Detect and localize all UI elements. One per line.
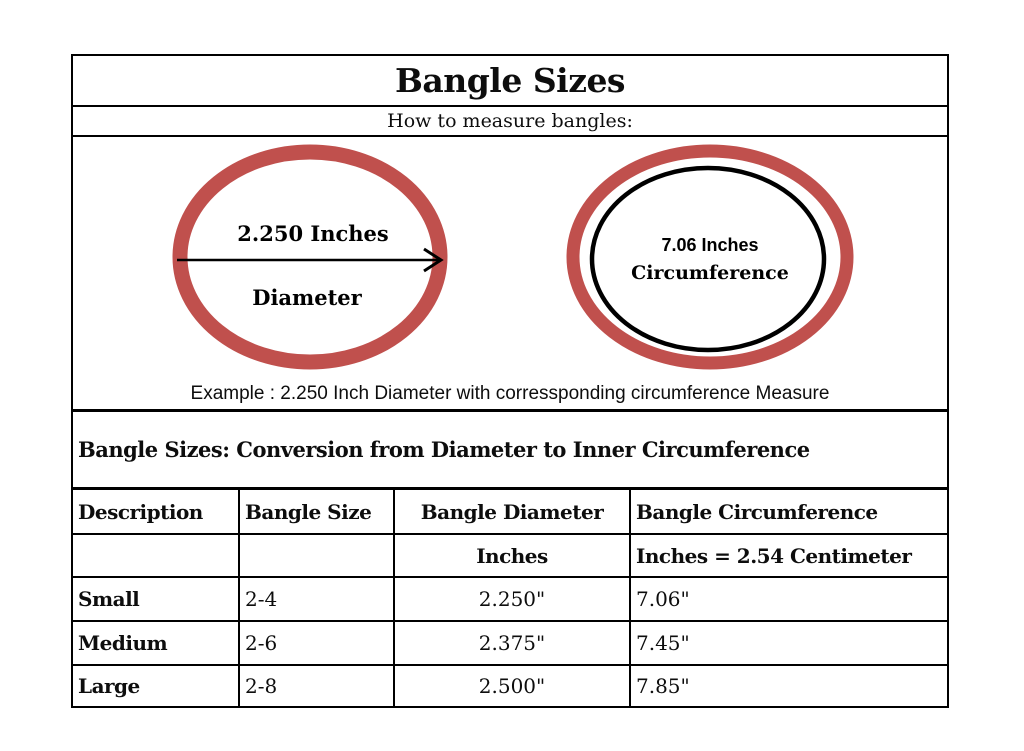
header-cell-description: Description [73, 490, 240, 533]
cell-diameter: 2.500" [395, 666, 631, 706]
table-row-small [73, 578, 947, 622]
cell-description: Small [73, 578, 240, 620]
example-caption: Example : 2.250 Inch Diameter with corressponding circumference Measure [190, 383, 830, 404]
right-bangle-diagram [573, 151, 847, 363]
diameter-caption-label: Diameter [252, 285, 362, 310]
section-heading: Bangle Sizes: Conversion from Diameter to Inner Circumference [73, 412, 947, 490]
circumference-value-label: 7.06 Inches [661, 235, 759, 255]
subheader-cell-diameter: Inches [395, 535, 631, 576]
cell-size: 2-4 [240, 578, 395, 620]
header-cell-size: Bangle Size [240, 490, 395, 533]
bangle-ring-icon [180, 152, 440, 362]
inner-circumference-ring-icon [592, 168, 824, 350]
bangle-ring-icon [573, 151, 847, 363]
cell-size: 2-6 [240, 622, 395, 664]
left-bangle-diagram [177, 152, 441, 362]
circumference-caption-label: Circumference [631, 262, 789, 284]
page-frame [71, 54, 949, 708]
subheader-cell-circumference: Inches = 2.54 Centimeter [636, 543, 912, 568]
cell-diameter: 2.375" [395, 622, 631, 664]
subheader-cell-size [240, 535, 395, 576]
subheader-cell-description [73, 535, 240, 576]
cell-circumference: 7.45" [636, 631, 690, 655]
table-row-medium [73, 622, 947, 666]
bangle-diagram [73, 137, 947, 377]
cell-description: Medium [73, 622, 240, 664]
table-subheader-row [73, 535, 947, 578]
table-header-row [73, 490, 947, 535]
page-subtitle: How to measure bangles: [73, 107, 947, 137]
cell-circumference: 7.06" [636, 587, 690, 611]
cell-size: 2-8 [240, 666, 395, 706]
cell-diameter: 2.250" [395, 578, 631, 620]
cell-description: Large [73, 666, 240, 706]
cell-circumference: 7.85" [636, 674, 690, 698]
header-cell-diameter: Bangle Diameter [395, 490, 631, 533]
diameter-value-label: 2.250 Inches [237, 221, 389, 246]
table-row-large [73, 666, 947, 706]
header-cell-circumference: Bangle Circumference [636, 499, 878, 524]
page-title: Bangle Sizes [73, 56, 947, 107]
diagram-panel [73, 137, 947, 412]
